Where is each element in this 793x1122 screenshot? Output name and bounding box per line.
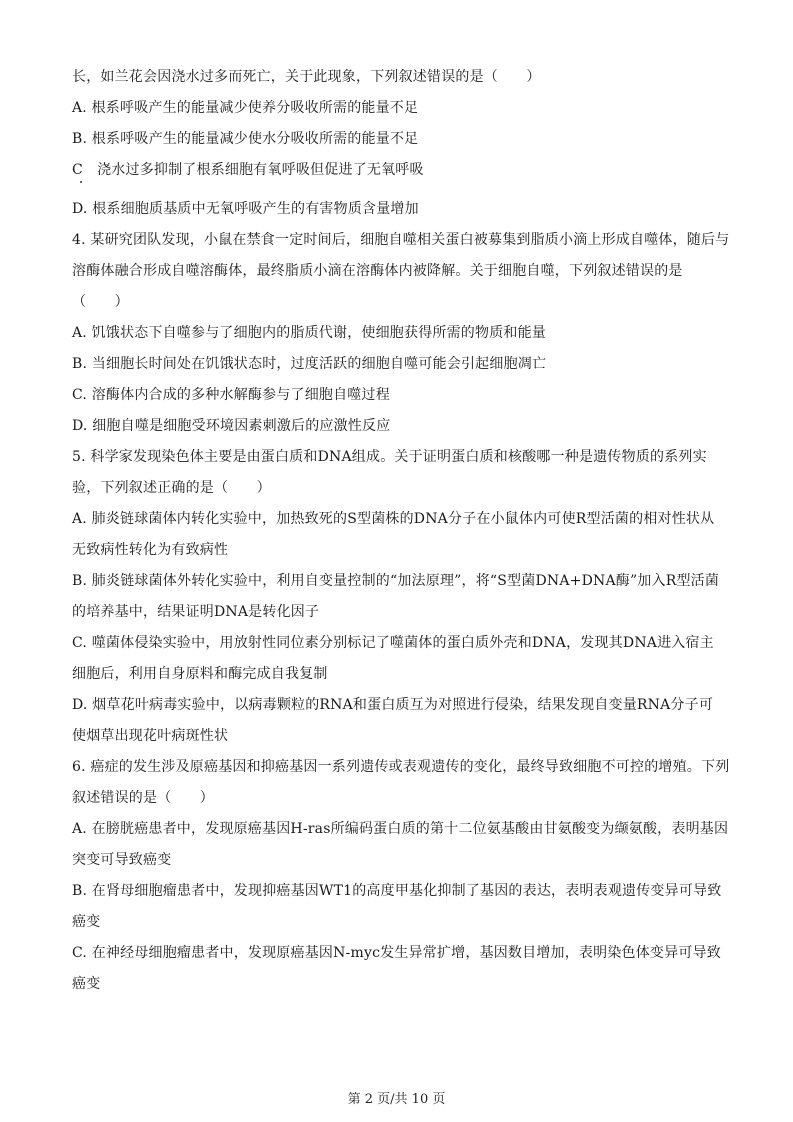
q6-option-c: C. 在神经母细胞瘤患者中，发现原癌基因N-myc发生异常扩增，基因数目增加，表明染色体变异可导致 [72,945,721,961]
question-4-stem-cont: 溶酶体融合形成自噬溶酶体，最终脂质小滴在溶酶体内被降解。关于细胞自噬，下列叙述错误的是 [72,263,683,279]
q6-option-a-cont: 突变可导致癌变 [72,852,172,868]
q5-option-b-cont: 的培养基中，结果证明DNA是转化因子 [72,604,320,620]
q5-option-d-cont: 使烟草出现花叶病斑性状 [72,728,229,744]
question-6-stem-cont: 叙述错误的是（ ） [72,790,214,806]
option-b: B. 根系呼吸产生的能量减少使水分吸收所需的能量不足 [72,131,419,147]
q5-option-c: C. 噬菌体侵染实验中，用放射性同位素分别标记了噬菌体的蛋白质外壳和DNA，发现其DNA进入宿主 [72,635,714,651]
page-number: 第 2 页/共 10 页 [347,1092,446,1107]
stray-dot-mark [80,181,82,183]
q6-option-b-cont: 癌变 [72,914,101,930]
q5-option-c-cont: 细胞后，利用自身原料和酶完成自我复制 [72,666,328,682]
q6-option-b: B. 在肾母细胞瘤患者中，发现抑癌基因WT1的高度甲基化抑制了基因的表达，表明表观遗传变异可导致 [72,883,722,899]
question-body [72,62,730,1000]
option-c: C 浇水过多抑制了根系细胞有氧呼吸但促进了无氧呼吸 [72,162,424,178]
option-a: A. 根系呼吸产生的能量减少使养分吸收所需的能量不足 [72,100,419,116]
q5-option-b: B. 肺炎链球菌体外转化实验中，利用自变量控制的“加法原理”，将“S型菌DNA+DNA酶”加入R型活菌 [72,573,720,589]
text-line: 长，如兰花会因浇水过多而死亡，关于此现象，下列叙述错误的是（ ） [72,69,541,85]
q4-option-c: C. 溶酶体内合成的多种水解酶参与了细胞自噬过程 [72,387,390,403]
page-footer [0,1088,793,1107]
question-5-stem: 5. 科学家发现染色体主要是由蛋白质和DNA组成。关于证明蛋白质和核酸哪一种是遗传物质的系列实 [72,449,707,465]
q6-option-a: A. 在膀胱癌患者中，发现原癌基因H-ras所编码蛋白质的第十二位氨基酸由甘氨酸变为缬氨酸，表明基因 [72,821,729,837]
q4-option-a: A. 饥饿状态下自噬参与了细胞内的脂质代谢，使细胞获得所需的物质和能量 [72,325,547,341]
q5-option-a: A. 肺炎链球菌体内转化实验中，加热致死的S型菌株的DNA分子在小鼠体内可使R型活菌的相对性状从 [72,511,715,527]
question-6-stem: 6. 癌症的发生涉及原癌基因和抑癌基因一系列遗传或表观遗传的变化，最终导致细胞不可控的增殖。下列 [72,759,730,775]
question-4-blank: （ ） [72,294,129,310]
option-d: D. 根系细胞质基质中无氧呼吸产生的有害物质含量增加 [72,201,419,217]
q4-option-d: D. 细胞自噬是细胞受环境因素刺激后的应激性反应 [72,418,391,434]
q4-option-b: B. 当细胞长时间处在饥饿状态时，过度活跃的细胞自噬可能会引起细胞凋亡 [72,356,547,372]
q6-option-c-cont: 癌变 [72,976,101,992]
q5-option-a-cont: 无致病性转化为有致病性 [72,542,229,558]
question-5-stem-cont: 验，下列叙述正确的是（ ） [72,480,271,496]
question-4-stem: 4. 某研究团队发现，小鼠在禁食一定时间后，细胞自噬相关蛋白被募集到脂质小滴上形成自噬体，随后与 [72,232,730,248]
q5-option-d: D. 烟草花叶病毒实验中，以病毒颗粒的RNA和蛋白质互为对照进行侵染，结果发现自变量RNA分子可 [72,697,714,713]
